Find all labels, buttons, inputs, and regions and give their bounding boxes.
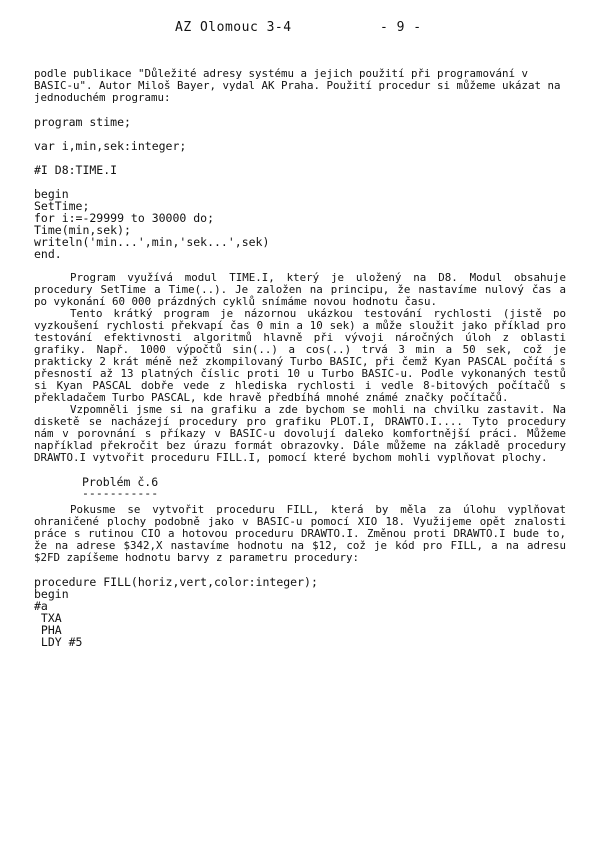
problem-paragraph: Pokusme se vytvořit proceduru FILL, která by měla za úlohu vyplňovat ohraničené plochy podobně jako v BASIC-u pomocí XIO 18. Využijeme opět znalosti práce s rutinou CIO a hotovou proceduru DRAWTO.I. Změnou proti DRAWTO.I bude to, že na adrese $342,X nastavíme hodnotu na $12, což je kód pro FILL, a na adresu $2FD zapíšeme hodnotu barvy z parametru procedury: <box>34 503 566 564</box>
document-body <box>34 68 566 648</box>
header-title: AZ Olomouc 3-4 <box>175 20 292 35</box>
problem-heading: Problém č.6 <box>82 475 159 489</box>
code-line: begin <box>34 187 69 201</box>
page-number: - 9 - <box>380 20 422 35</box>
paragraph-graphics: Vzpomněli jsme si na grafiku a zde bychom se mohli na chvilku zastavit. Na disketě se nacházejí procedury pro grafiku PLOT.I, DRAWTO.I.... Tyto procedury nám v porovnání s příkazy v BASIC-u dovolují daleko komfortnější práci. Můžeme například překročit bez úrazu formát obrazovky. Dále můžeme na základě procedury DRAWTO.I vytvořit proceduru FILL.I, pomocí které bychom mohli vyplňovat plochy. <box>34 403 566 464</box>
code-program-line: program stime; <box>34 115 131 129</box>
code-block-fill <box>34 576 566 648</box>
code-line: SetTime; <box>34 199 90 213</box>
code-var-line: var i,min,sek:integer; <box>34 139 187 153</box>
code-line: PHA <box>34 623 62 637</box>
intro-paragraph: podle publikace "Důležité adresy systému a jejich použití při programování v BASIC-u". Autor Miloš Bayer, vydal AK Praha. Použití procedur si můžeme ukázat na jednoduchém programu: <box>34 67 561 104</box>
code-line: LDY #5 <box>34 635 83 649</box>
code-block-main <box>34 188 566 260</box>
paragraph-speed-test: Tento krátký program je názornou ukázkou testování rychlosti (jistě po vyzkoušení rychlosti překvapí čas 0 min a 10 sek) a může sloužit jako příklad pro testování efektivnosti algoritmů hlavně při vývoji náročných úloh z oblasti grafiky. Např. 1000 výpočtů sin(..) a cos(..) trvá 3 min a 50 sek, což je prakticky 2 krát méně než zkompilovaný Turbo BASIC, při čemž Kyan PASCAL počítá s přesností až 13 platných číslic proti 10 u Turbo BASIC-u. Podle vykonaných testů si Kyan PASCAL dobře vede z hlediska rychlosti i vedle 8-bitových počítačů s překladačem Turbo PASCAL, kde hravě předbíhá mnohé známé značky počítačů. <box>34 307 566 404</box>
code-line: for i:=-29999 to 30000 do; <box>34 211 215 225</box>
problem-underline: ----------- <box>82 486 159 500</box>
code-line: procedure FILL(horiz,vert,color:integer); <box>34 575 318 589</box>
code-line: #a <box>34 599 48 613</box>
paragraph-time-module: Program využívá modul TIME.I, který je uložený na D8. Modul obsahuje procedury SetTime a Time(..). Je založen na principu, že nastavíme nulový čas a po vykonání 60 000 prázdných cyklů snímáme novou hodnotu času. <box>34 271 566 308</box>
code-include-line: #I D8:TIME.I <box>34 163 118 177</box>
spacer <box>34 176 566 188</box>
code-line: begin <box>34 587 69 601</box>
code-line: end. <box>34 247 62 261</box>
code-line: TXA <box>34 611 62 625</box>
code-line: Time(min,sek); <box>34 223 131 237</box>
code-line: writeln('min...',min,'sek...',sek) <box>34 235 270 249</box>
